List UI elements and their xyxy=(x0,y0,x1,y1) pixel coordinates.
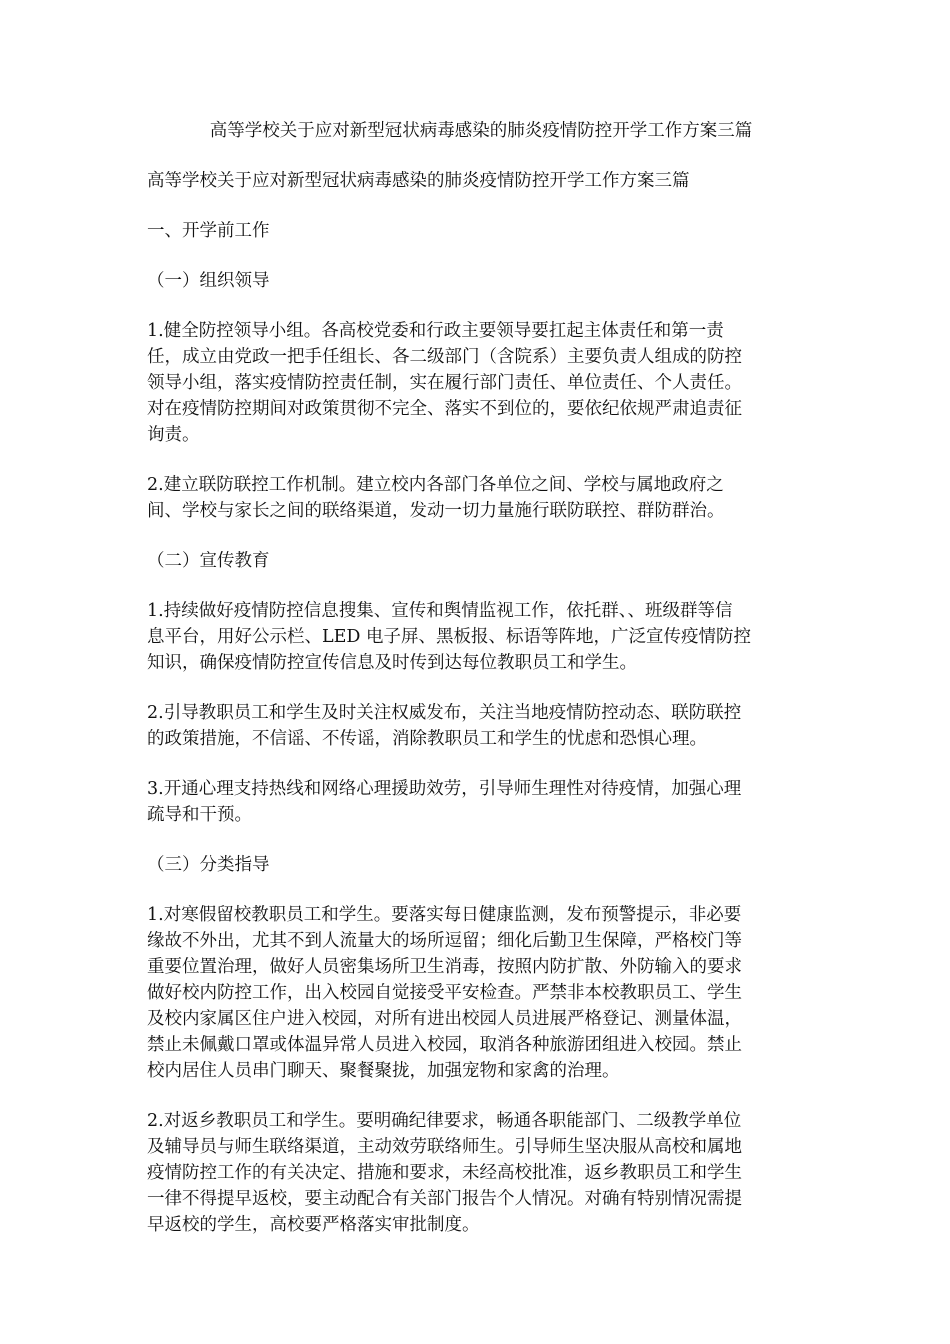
document-title: 高等学校关于应对新型冠状病毒感染的肺炎疫情防控开学工作方案三篇 xyxy=(209,121,753,141)
paragraph-line: 知识，确保疫情防控宣传信息及时传到达每位教职员工和学生。 xyxy=(147,653,637,673)
document-page xyxy=(147,118,807,1262)
paragraph-line: 询责。 xyxy=(147,425,200,445)
paragraph-authoritative-release xyxy=(147,700,807,752)
paragraph-line: 1.对寒假留校教职员工和学生。要落实每日健康监测，发布预警提示，非必要 xyxy=(147,905,742,925)
paragraph-line: 的政策措施，不信谣、不传谣，消除教职员工和学生的忧虑和恐惧心理。 xyxy=(147,729,707,749)
paragraph-line: 3.开通心理支持热线和网络心理援助效劳，引导师生理性对待疫情，加强心理 xyxy=(147,779,742,799)
paragraph-leadership-group xyxy=(147,318,807,448)
paragraph-line: 息平台，用好公示栏、LED 电子屏、黑板报、标语等阵地，广泛宣传疫情防控 xyxy=(147,627,751,647)
paragraph-line: 校内居住人员串门聊天、聚餐聚拢，加强宠物和家禽的治理。 xyxy=(147,1061,620,1081)
paragraph-line: 疏导和干预。 xyxy=(147,805,252,825)
paragraph-line: 2.对返乡教职员工和学生。要明确纪律要求，畅通各职能部门、二级教学单位 xyxy=(147,1111,742,1131)
paragraph-line: 早返校的学生，高校要严格落实审批制度。 xyxy=(147,1215,480,1235)
paragraph-line: 及校内家属区住户进入校园，对所有进出校园人员进展严格登记、测量体温， xyxy=(147,1009,742,1029)
paragraph-line: 间、学校与家长之间的联络渠道，发动一切力量施行联防联控、群防群治。 xyxy=(147,501,725,521)
document-subtitle: 高等学校关于应对新型冠状病毒感染的肺炎疫情防控开学工作方案三篇 xyxy=(147,171,690,191)
paragraph-returning-home xyxy=(147,1108,807,1238)
section-heading-1: 一、开学前工作 xyxy=(147,221,270,241)
paragraph-line: 禁止未佩戴口罩或体温异常人员进入校园，取消各种旅游团组进入校园。禁止 xyxy=(147,1035,742,1055)
paragraph-line: 缘故不外出，尤其不到人流量大的场所逗留；细化后勤卫生保障，严格校门等 xyxy=(147,931,742,951)
paragraph-info-collection xyxy=(147,598,807,676)
subsection-heading-organization: （一）组织领导 xyxy=(147,271,270,291)
paragraph-line: 2.引导教职员工和学生及时关注权威发布，关注当地疫情防控动态、联防联控 xyxy=(147,703,742,723)
paragraph-line: 1.健全防控领导小组。各高校党委和行政主要领导要扛起主体责任和第一责 xyxy=(147,321,724,341)
paragraph-joint-mechanism xyxy=(147,472,807,524)
subsection-heading-publicity: （二）宣传教育 xyxy=(147,551,270,571)
paragraph-line: 重要位置治理，做好人员密集场所卫生消毒，按照内防扩散、外防输入的要求 xyxy=(147,957,742,977)
paragraph-line: 疫情防控工作的有关决定、措施和要求，未经高校批准，返乡教职员工和学生 xyxy=(147,1163,742,1183)
paragraph-line: 对在疫情防控期间对政策贯彻不完全、落实不到位的，要依纪依规严肃追责征 xyxy=(147,399,742,419)
paragraph-staying-on-campus xyxy=(147,902,807,1084)
paragraph-psychological-support xyxy=(147,776,807,828)
paragraph-line: 做好校内防控工作，出入校园自觉接受平安检查。严禁非本校教职员工、学生 xyxy=(147,983,742,1003)
paragraph-line: 任，成立由党政一把手任组长、各二级部门（含院系）主要负责人组成的防控 xyxy=(147,347,742,367)
paragraph-line: 2.建立联防联控工作机制。建立校内各部门各单位之间、学校与属地政府之 xyxy=(147,475,724,495)
paragraph-line: 一律不得提早返校，要主动配合有关部门报告个人情况。对确有特别情况需提 xyxy=(147,1189,742,1209)
paragraph-line: 领导小组，落实疫情防控责任制，实在履行部门责任、单位责任、个人责任。 xyxy=(147,373,742,393)
paragraph-line: 及辅导员与师生联络渠道，主动效劳联络师生。引导师生坚决服从高校和属地 xyxy=(147,1137,742,1157)
paragraph-line: 1.持续做好疫情防控信息搜集、宣传和舆情监视工作，依托群、、班级群等信 xyxy=(147,601,733,621)
subsection-heading-guidance: （三）分类指导 xyxy=(147,855,270,875)
